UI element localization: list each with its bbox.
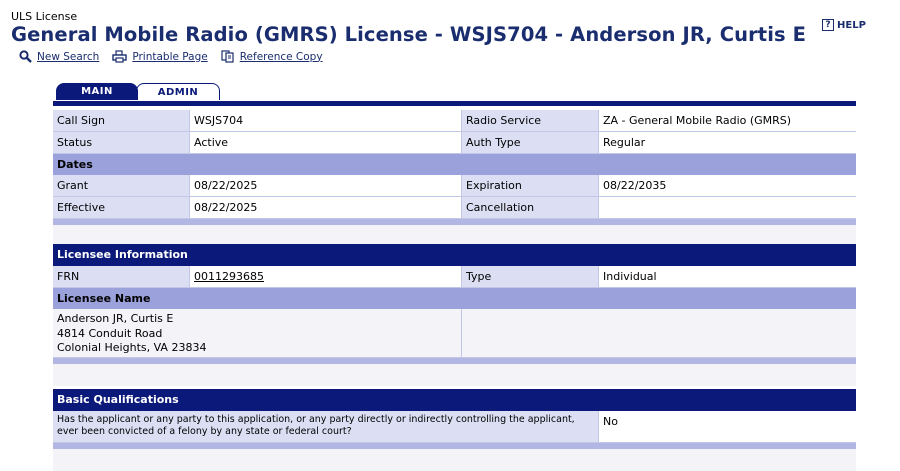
licensee-address-row: [53, 309, 856, 358]
section-spacer: [53, 364, 856, 386]
type-label: Type: [462, 266, 599, 287]
cancellation-value: [599, 197, 856, 218]
status-label: Status: [53, 132, 190, 153]
copy-icon: [221, 50, 235, 63]
search-icon: [19, 50, 32, 63]
licensee-heading: Licensee Information: [53, 244, 856, 266]
radio-service-label: Radio Service: [462, 110, 599, 131]
table-row: [53, 411, 856, 443]
cancellation-label: Cancellation: [462, 197, 599, 218]
reference-copy-link[interactable]: [221, 50, 323, 63]
dates-heading: Dates: [53, 154, 856, 175]
felony-answer: No: [599, 411, 856, 442]
printer-icon: [112, 50, 127, 63]
type-value: Individual: [599, 266, 856, 287]
reference-copy-label[interactable]: Reference Copy: [239, 50, 323, 63]
table-row: [53, 132, 856, 154]
table-row: [53, 110, 856, 132]
help-icon: ?: [822, 19, 834, 31]
table-row: [53, 266, 856, 288]
licensee-table: [53, 244, 856, 386]
help-link[interactable]: [822, 19, 866, 31]
licensee-name-heading: Licensee Name: [53, 288, 856, 309]
tab-admin[interactable]: ADMIN: [136, 83, 220, 100]
expiration-label: Expiration: [462, 175, 599, 196]
printable-page-label[interactable]: Printable Page: [132, 50, 208, 63]
address-line-1: 4814 Conduit Road: [57, 326, 163, 340]
radio-service-value: ZA - General Mobile Radio (GMRS): [599, 110, 856, 131]
section-spacer: [53, 449, 856, 471]
table-row: [53, 175, 856, 197]
grant-label: Grant: [53, 175, 190, 196]
auth-type-value: Regular: [599, 132, 856, 153]
call-sign-label: Call Sign: [53, 110, 190, 131]
breadcrumb: ULS License: [11, 10, 78, 23]
tab-main[interactable]: MAIN: [56, 83, 138, 100]
toolbar: [19, 50, 336, 63]
qualifications-heading: Basic Qualifications: [53, 389, 856, 411]
effective-label: Effective: [53, 197, 190, 218]
tab-underline: [53, 101, 856, 106]
auth-type-label: Auth Type: [462, 132, 599, 153]
licensee-name: Anderson JR, Curtis E: [57, 312, 174, 325]
grant-value: 08/22/2025: [190, 175, 462, 196]
tab-bar: [56, 83, 220, 101]
felony-question: Has the applicant or any party to this application, or any party directly or indirectly controlling the applicant, ever been convicted of a felony by any state or federal court?: [53, 411, 599, 442]
new-search-label[interactable]: New Search: [37, 50, 100, 63]
empty-cell: [462, 309, 856, 357]
licensee-address: [53, 309, 462, 357]
call-sign-value: WSJS704: [190, 110, 462, 131]
frn-link[interactable]: 0011293685: [194, 270, 264, 283]
frn-cell: [190, 266, 462, 287]
expiration-value: 08/22/2035: [599, 175, 856, 196]
qualifications-table: [53, 389, 856, 471]
page-title: General Mobile Radio (GMRS) License - WSJS704 - Anderson JR, Curtis E: [11, 23, 807, 46]
new-search-link[interactable]: [19, 50, 99, 63]
effective-value: 08/22/2025: [190, 197, 462, 218]
status-value: Active: [190, 132, 462, 153]
table-row: [53, 197, 856, 219]
help-label: HELP: [837, 19, 866, 31]
address-line-2: Colonial Heights, VA 23834: [57, 341, 207, 354]
license-details-table: [53, 110, 856, 247]
frn-label: FRN: [53, 266, 190, 287]
printable-page-link[interactable]: [112, 50, 207, 63]
